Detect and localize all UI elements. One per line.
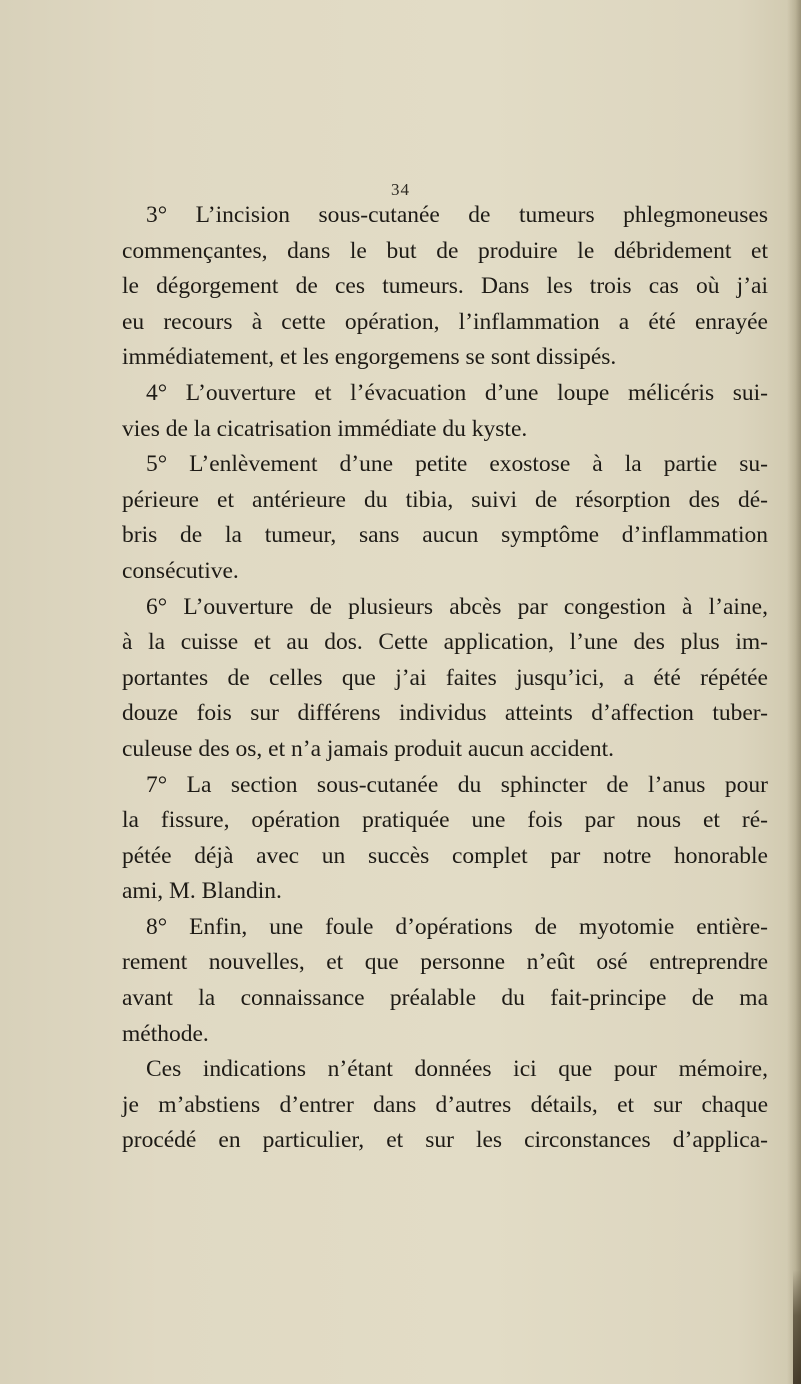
text-line: 5° L’enlèvement d’une petite exostose à la partie su- — [146, 451, 768, 478]
text-line: pétée déjà avec un succès complet par notre honorable — [122, 842, 768, 869]
text-line: 3° L’incision sous-cutanée de tumeurs phlegmoneuses — [146, 202, 768, 228]
paragraph-p5 — [122, 447, 768, 589]
text-line: 4° L’ouverture et l’évacuation d’une loupe mélicéris sui- — [146, 379, 768, 406]
text-line: avant la connaissance préalable du fait-principe de ma — [122, 985, 768, 1012]
text-line: à la cuisse et au dos. Cette application, l’une des plus im- — [122, 629, 768, 656]
paragraph-p8 — [122, 910, 768, 1052]
text-line: douze fois sur différens individus atteints d’affection tuber- — [122, 700, 768, 727]
text-line: 8° Enfin, une foule d’opérations de myotomie entière- — [146, 913, 768, 940]
text-line: rement nouvelles, et que personne n’eût osé entreprendre — [122, 949, 768, 976]
text-line: je m’abstiens d’entrer dans d’autres détails, et sur chaque — [122, 1091, 768, 1118]
paragraph-p6 — [122, 590, 768, 768]
text-line: eu recours à cette opération, l’inflammation a été enrayée — [122, 308, 768, 335]
paragraph-p3 — [122, 198, 768, 376]
text-line: la fissure, opération pratiquée une fois par nous et ré- — [122, 807, 768, 834]
text-line: portantes de celles que j’ai faites jusqu’ici, a été répétée — [122, 664, 768, 691]
text-line: méthode. — [122, 1020, 209, 1047]
page-edge-mark — [793, 1270, 801, 1384]
text-line: périeure et antérieure du tibia, suivi de résorption des dé- — [122, 486, 768, 513]
text-line: le dégorgement de ces tumeurs. Dans les trois cas où j’ai — [122, 273, 768, 300]
paragraph-p4 — [122, 376, 768, 447]
page-edge-shadow — [787, 0, 801, 1384]
text-line: vies de la cicatrisation immédiate du kyste. — [122, 415, 528, 442]
text-line: 7° La section sous-cutanée du sphincter de l’anus pour — [146, 771, 768, 798]
text-line: consécutive. — [122, 557, 239, 584]
page-number: 34 — [391, 180, 410, 199]
text-line: immédiatement, et les engorgemens se sont dissipés. — [122, 344, 617, 371]
text-line: culeuse des os, et n’a jamais produit aucun accident. — [122, 735, 615, 762]
text-line: 6° L’ouverture de plusieurs abcès par congestion à l’aine, — [146, 593, 768, 620]
paragraph-p7 — [122, 768, 768, 910]
body-text — [122, 198, 768, 1159]
text-line: bris de la tumeur, sans aucun symptôme d’inflammation — [122, 522, 768, 549]
paragraph-p9 — [122, 1052, 768, 1159]
text-line: ami, M. Blandin. — [122, 878, 282, 905]
text-line: commençantes, dans le but de produire le débridement et — [122, 237, 768, 264]
text-line: Ces indications n’étant données ici que pour mémoire, — [146, 1056, 768, 1083]
text-line: procédé en particulier, et sur les circonstances d’applica- — [122, 1127, 768, 1154]
